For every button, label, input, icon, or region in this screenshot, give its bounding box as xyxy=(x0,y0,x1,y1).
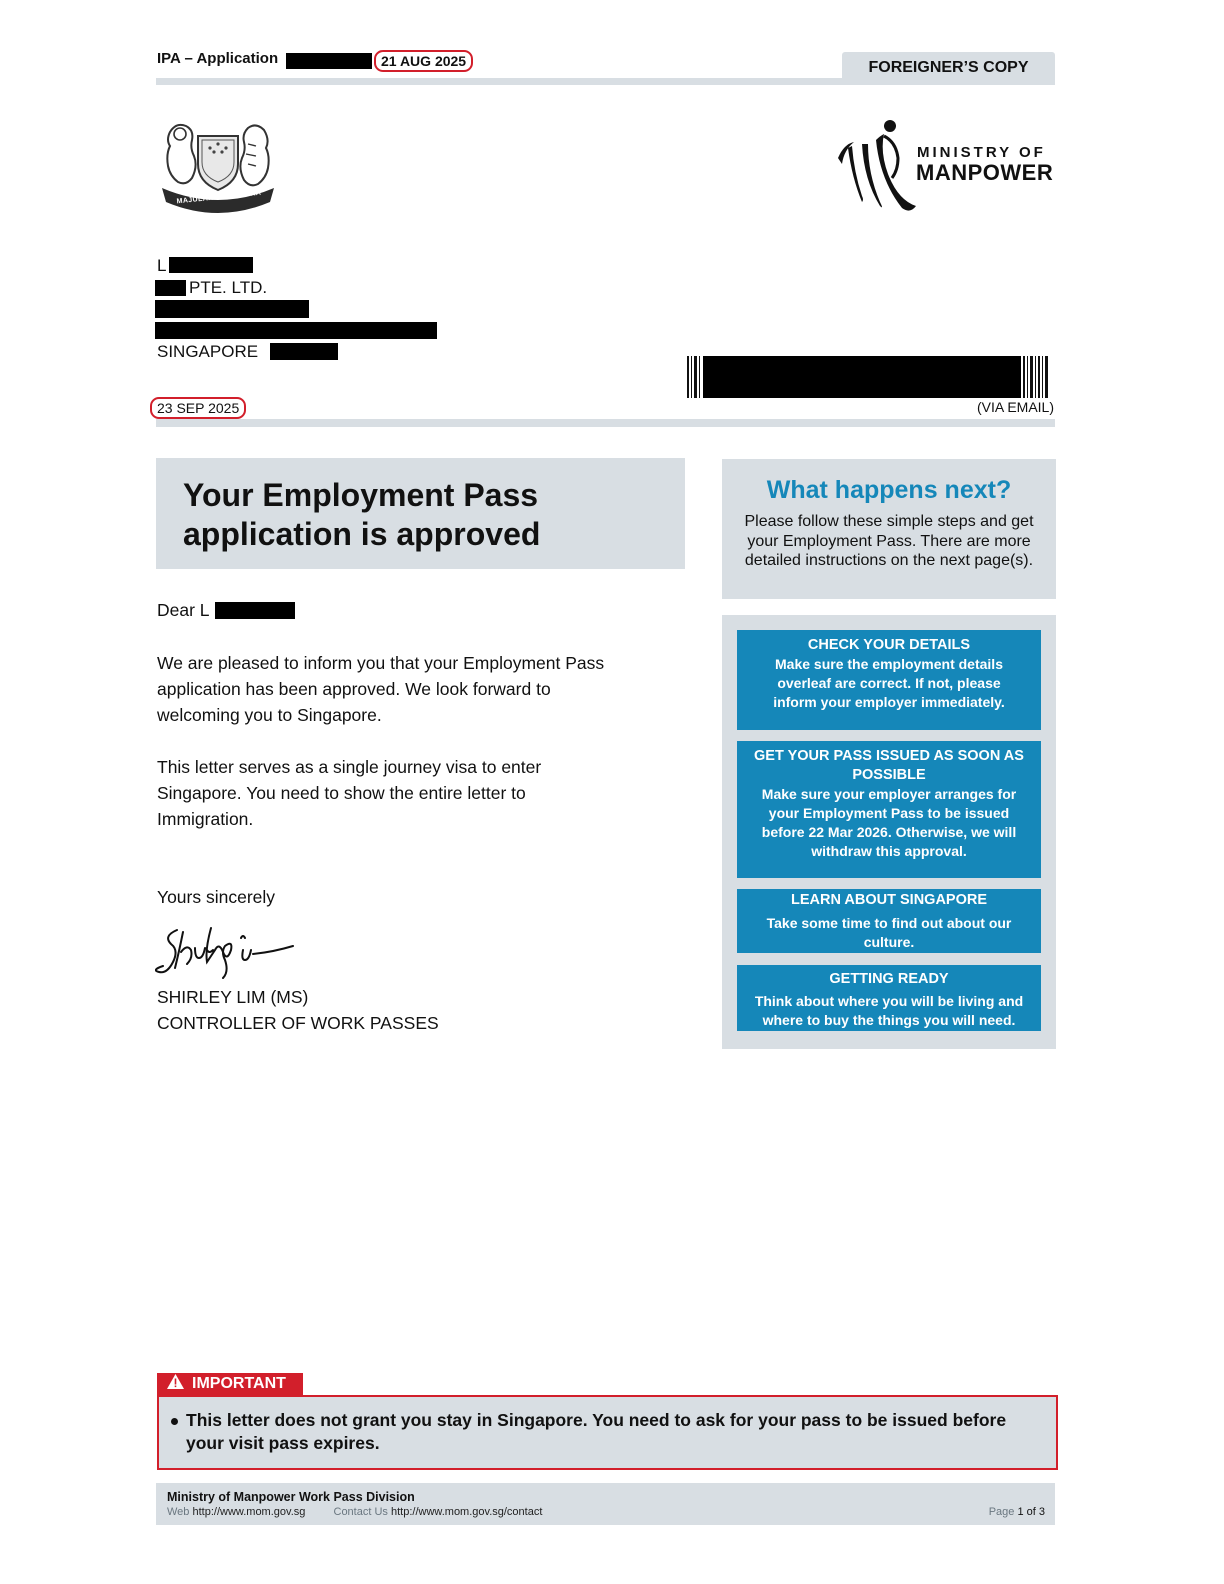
redacted-name xyxy=(169,257,253,273)
signatory-name: SHIRLEY LIM (MS) xyxy=(157,987,309,1007)
copy-label: FOREIGNER’S COPY xyxy=(842,52,1055,84)
step-text: Make sure the employment details overleaf are correct. If not, please inform your employer immediately. xyxy=(773,656,1005,710)
header-rule xyxy=(156,78,1055,85)
logo-line2: MANPOWER xyxy=(916,160,1054,185)
step-getting-ready xyxy=(737,965,1041,1031)
contact-label: Contact Us xyxy=(333,1506,388,1518)
ipa-prefix: IPA – Application xyxy=(157,50,279,67)
bullet xyxy=(171,1418,178,1425)
step-heading: GETTING READY xyxy=(829,971,949,987)
salutation: Dear L xyxy=(157,600,210,620)
application-reference xyxy=(157,50,278,67)
step-text: Take some time to find out about our culture. xyxy=(766,915,1012,950)
page-number xyxy=(989,1506,1045,1518)
barcode xyxy=(687,356,1050,398)
step-learn-singapore xyxy=(737,889,1041,953)
approval-title-box xyxy=(156,458,685,569)
redacted-address-line2 xyxy=(155,322,437,339)
letter-date: 23 SEP 2025 xyxy=(150,397,246,419)
page-label: Page xyxy=(988,1506,1015,1518)
contact-link[interactable]: http://www.mom.gov.sg/contact xyxy=(390,1506,543,1518)
company-suffix: PTE. LTD. xyxy=(189,278,268,297)
recipient-country: SINGAPORE xyxy=(157,342,259,361)
page-title: Your Employment Pass application is approved xyxy=(183,477,541,552)
crest-motto: MAJULAH SINGAPURA xyxy=(176,189,262,206)
address-rule xyxy=(156,419,1055,427)
redacted-salutation-name xyxy=(215,602,295,619)
redacted-application-number xyxy=(286,53,372,69)
next-title: What happens next? xyxy=(766,476,1012,504)
important-label: IMPORTANT xyxy=(192,1375,286,1392)
footer-links xyxy=(167,1506,542,1518)
step-get-pass-issued xyxy=(737,741,1041,878)
step-heading: GET YOUR PASS ISSUED AS SOON AS POSSIBLE xyxy=(754,748,1024,783)
closing: Yours sincerely xyxy=(157,887,276,907)
web-label: Web xyxy=(167,1506,190,1518)
logo-line1: MINISTRY OF xyxy=(917,144,1046,161)
ministry-of-manpower-logo xyxy=(828,118,1052,220)
paragraph-visa: This letter serves as a single journey visa to enter Singapore. You need to show the entire letter to Immigration. xyxy=(157,757,542,829)
delivery-method: (VIA EMAIL) xyxy=(976,399,1054,415)
steps-panel xyxy=(722,615,1056,1049)
important-notice xyxy=(157,1395,1058,1470)
important-tab xyxy=(157,1373,303,1395)
what-happens-next-box xyxy=(722,459,1056,599)
footer xyxy=(156,1483,1055,1525)
redacted-postal-code xyxy=(270,343,338,360)
step-heading: LEARN ABOUT SINGAPORE xyxy=(790,892,988,908)
recipient-name: L xyxy=(157,256,167,275)
signatory-title: CONTROLLER OF WORK PASSES xyxy=(157,1013,439,1033)
paragraph-approval: We are pleased to inform you that your Employment Pass application has been approved. We look forward to welcoming you to Singapore. xyxy=(157,653,605,725)
web-link[interactable]: http://www.mom.gov.sg xyxy=(192,1506,306,1518)
redacted-company xyxy=(155,280,186,296)
next-text: Please follow these simple steps and get your Employment Pass. There are more detailed instructions on the next page(s). xyxy=(744,513,1034,569)
step-text: Make sure your employer arranges for your Employment Pass to be issued before 22 Mar 2026. Otherwise, we will withdraw this approval. xyxy=(761,786,1017,859)
redacted-address-line1 xyxy=(155,300,309,318)
page-count: 1 of 3 xyxy=(1017,1506,1045,1518)
footer-org: Ministry of Manpower Work Pass Division xyxy=(167,1490,415,1504)
warning-icon xyxy=(167,1374,184,1394)
important-text: This letter does not grant you stay in Singapore. You need to ask for your pass to be issued before your visit pass expires. xyxy=(186,1410,1007,1453)
step-text: Think about where you will be living and where to buy the things you will need. xyxy=(754,993,1024,1028)
handwritten-signature xyxy=(155,922,295,982)
application-date: 21 AUG 2025 xyxy=(374,50,473,72)
step-check-details xyxy=(737,630,1041,730)
singapore-crest-logo xyxy=(156,114,280,216)
step-heading: CHECK YOUR DETAILS xyxy=(807,637,971,653)
